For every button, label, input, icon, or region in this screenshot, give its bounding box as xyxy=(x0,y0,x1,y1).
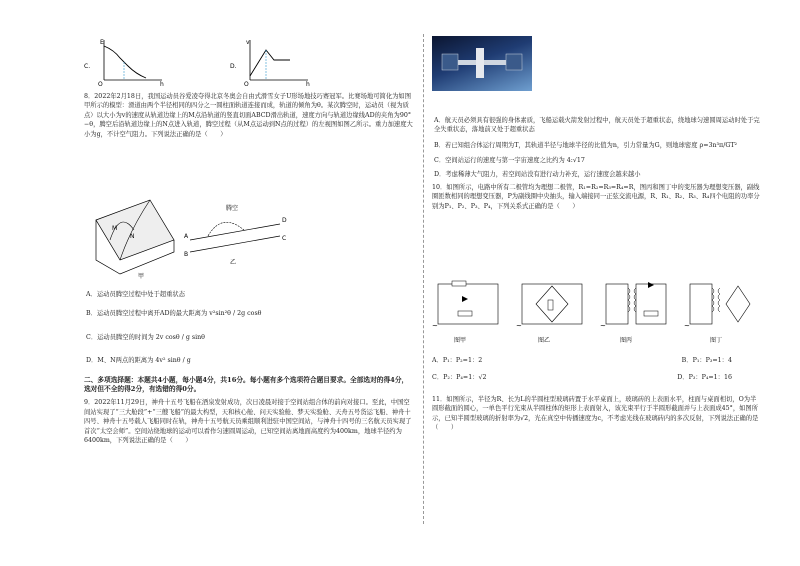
option-d-label: D. xyxy=(230,63,237,70)
svg-text:图丙: 图丙 xyxy=(620,337,633,344)
svg-text:C: C xyxy=(282,235,287,242)
svg-text:~: ~ xyxy=(516,322,522,330)
q8-options xyxy=(84,288,414,447)
option-c-label: C. xyxy=(84,63,91,70)
option-d-graph xyxy=(230,36,320,90)
space-station-photo xyxy=(432,36,532,91)
circuit-ding xyxy=(684,284,750,344)
svg-text:B: B xyxy=(184,251,189,258)
q10-option-b: B．P₁：P₃=1：4 xyxy=(681,357,732,364)
svg-text:腾空: 腾空 xyxy=(226,205,239,212)
figure-jia-label: 甲 xyxy=(138,273,145,280)
svg-text:h: h xyxy=(160,81,164,86)
svg-text:v: v xyxy=(246,39,250,46)
svg-text:O: O xyxy=(98,81,103,86)
circuit-diagrams xyxy=(432,278,762,352)
q9-option-b: B．若已知组合体运行周期为T，其轨道半径与地球半径的比值为n，引力常量为G，则地球密度 ρ=3n³π/GT² xyxy=(434,141,738,149)
question-9: 9．2022年11月29日，神舟十五号飞船在酒泉发射成功，次日凌晨对接于空间站组合体的前向对接口。至此，中国空间站实现了“三大舱段”+“三艘飞船”的最大构型，天和核心舱、问天实验舱、梦天实验舱、天舟五号货运飞船、神舟十四号、神舟十五号载人飞船同时在轨，神舟十五号航天员乘组顺利进驻中国空间站，与神舟十四号的三名航天员实现了首次“太空会师”。空间站绕地球的运动可以看作匀速圆周运动，已知空间站离地面高度约为400km，地球半径约为6400km，下列说法正确的是（ ） xyxy=(84,399,412,445)
halfpipe-figure xyxy=(90,190,290,284)
q10-options xyxy=(432,356,762,434)
svg-text:A: A xyxy=(184,233,189,240)
q8-option-a: A．运动员腾空过程中处于超重状态 xyxy=(86,291,186,298)
svg-text:N: N xyxy=(130,233,135,240)
question-8: 8．2022年2月18日，我国运动员谷爱凌夺得北京冬奥会自由式滑雪女子U形场地技巧赛冠军。比赛场地可简化为如图甲所示的模型：滑道由两个半径相同的四分之一圆柱面轨道连接而成，轨道的倾角为θ。某次腾空时，运动员（视为质点）以大小为v的速度从轨道边缘上的M点沿轨道的竖直切面ABCD滑出轨道，速度方向与轨道边缘线AD的夹角为90°−θ，腾空后沿轨道边缘上的N点进入轨道，腾空过程（从M点运动到N点的过程）的左视图如图乙所示。重力加速度大小为g，不计空气阻力。下列说法正确的是（ ） xyxy=(84,93,413,138)
q9-option-d: D．考虑稀薄大气阻力，若空间站没有进行动力补充，运行速度会越来越小 xyxy=(434,170,641,178)
q9-option-a: A．航天员必须具有很强的身体素质，飞船运载火箭发射过程中，航天员处于超重状态，绕地球匀速圆周运动时处于完全失重状态，落地前又处于超重状态 xyxy=(434,117,760,134)
option-c-graph xyxy=(84,36,174,90)
q10-option-a: A．P₁：P₂=1：2 xyxy=(432,357,483,364)
svg-text:O: O xyxy=(244,81,249,86)
q9-option-c: C．空间站运行的速度与第一宇宙速度之比约为 4:√17 xyxy=(434,157,585,165)
q8-option-d: D．M、N两点的距离为 4v² sinθ / g xyxy=(86,357,191,365)
figure-yi-label: 乙 xyxy=(230,259,237,266)
svg-text:图丁: 图丁 xyxy=(710,337,723,344)
circuit-jia xyxy=(432,281,498,344)
circuit-yi xyxy=(516,284,582,344)
svg-text:~: ~ xyxy=(600,322,606,330)
svg-text:图乙: 图乙 xyxy=(538,337,551,344)
svg-text:D: D xyxy=(282,217,287,224)
svg-text:图甲: 图甲 xyxy=(454,337,467,344)
q8-option-c: C．运动员腾空的时间为 2v cosθ / g sinθ xyxy=(86,333,205,341)
svg-text:M: M xyxy=(112,225,118,232)
svg-text:h: h xyxy=(306,81,310,86)
left-column xyxy=(84,92,414,141)
column-divider xyxy=(423,34,424,524)
q8-option-b: B．运动员腾空过程中离开AD的最大距离为 v²sin²θ / 2g cosθ xyxy=(86,310,262,318)
circuit-bing xyxy=(600,282,666,344)
question-10: 10．如图所示，电路中所有二极管均为理想二极管，R₁=R₂=R₃=R₄=R，图丙和图丁中的变压器为理想变压器，副线圈匝数相同的理想变压器，P为副线圈中央抽头，输入端接同一正弦交流电源，R、R₁、R₂、R₃、R₄四个电阻的功率分别为P₁、P₂、P₃、P₄，下列关系式正确的是（ ） xyxy=(432,184,760,210)
svg-text:E: E xyxy=(100,39,104,46)
svg-text:~: ~ xyxy=(432,322,438,330)
section-2-heading: 二、多项选择题：本题共4小题，每小题4分，共16分。每小题有多个选项符合题目要求。全部选对的得4分，选对但不全的得2分，有选错的得0分。 xyxy=(84,375,409,394)
right-column xyxy=(432,114,762,213)
svg-text:~: ~ xyxy=(684,322,690,330)
question-11: 11．如图所示，半径为R、长为L的半圆柱型玻璃砖置于水平桌面上，玻璃砖的上表面水平，柱面与桌面相切，O为半圆形截面的圆心，一单色平行光束从半圆柱体的矩形上表面射入，该光束平行于半圆形截面并与上表面成45°，如图所示，已知半圆型玻璃的折射率为√2，光在真空中传播速度为c，不考虑光线在玻璃砖内的多次反射，下列说法正确的是（ ） xyxy=(432,395,759,432)
q10-option-d: D．P₃：P₄=1：16 xyxy=(677,374,732,382)
q10-option-c: C．P₂：P₄=1：√2 xyxy=(432,374,487,382)
